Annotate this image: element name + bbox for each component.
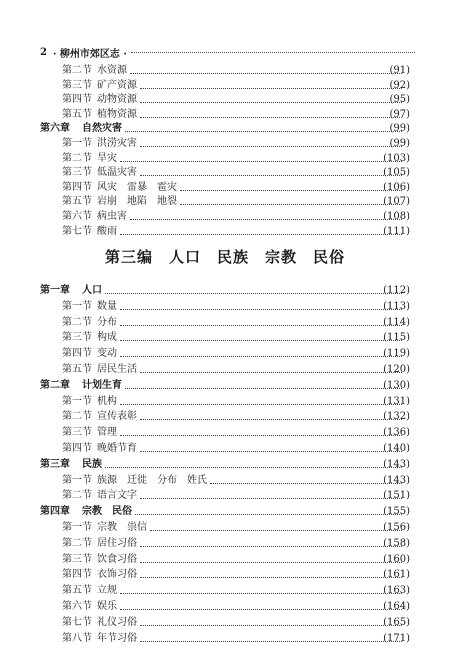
toc-entry-title: 洪涝灾害: [97, 138, 137, 149]
toc-entry-title: 礼仪习俗: [97, 616, 137, 628]
toc-entry-page: (140): [383, 443, 410, 454]
toc-entry-title: 居民生活: [97, 364, 137, 375]
toc-leader-dots: [140, 577, 402, 578]
toc-entry-page: (158): [383, 537, 410, 549]
toc-entry-title: 数量: [97, 300, 117, 312]
toc-entry-number: 第一节: [62, 395, 92, 407]
toc-entry-title: 民族: [82, 458, 102, 470]
toc-leader-dots: [120, 309, 402, 310]
page-number: 2: [40, 46, 47, 58]
toc-entry-number: 第三节: [62, 167, 92, 179]
toc-leader-dots: [140, 451, 402, 452]
toc-leader-dots: [180, 190, 402, 191]
toc-entry-number: 第一节: [62, 522, 92, 533]
toc-entry-number: 第七节: [62, 225, 92, 237]
toc-leader-dots: [140, 117, 402, 118]
part-title: 第三编 人口 民族 宗教 民俗: [104, 248, 345, 266]
toc-entry-number: 第四节: [62, 94, 92, 106]
toc-entry-title: 宗教 祟信: [97, 522, 147, 533]
toc-entry-number: 第五节: [62, 196, 92, 208]
toc-entry-number: 第三章: [40, 458, 70, 470]
toc-entry-number: 第一节: [62, 300, 92, 312]
toc-entry-title: 分布: [97, 316, 117, 328]
toc-entry-page: (143): [383, 458, 410, 470]
toc-leader-dots: [120, 340, 402, 341]
toc-entry-page: (156): [383, 522, 410, 533]
toc-leader-dots: [105, 293, 402, 294]
toc-leader-dots: [140, 146, 402, 147]
toc-entry-number: 第二章: [40, 379, 70, 391]
toc-entry-title: 管理: [97, 427, 117, 439]
toc-entry-page: (99): [389, 123, 410, 135]
toc-entry-number: 第五节: [62, 364, 92, 375]
toc-entry-number: 第二节: [62, 411, 92, 423]
header-rule: [131, 52, 415, 53]
toc-entry-number: 第二节: [62, 490, 92, 502]
toc-entry-page: (107): [383, 196, 410, 208]
toc-entry-number: 第一章: [40, 285, 70, 296]
toc-entry-page: (112): [383, 285, 410, 296]
toc-entry-title: 族源 迁徙 分布 姓氏: [97, 474, 207, 486]
toc-entry-page: (163): [383, 585, 410, 597]
toc-entry-number: 第二节: [62, 537, 92, 549]
toc-leader-dots: [125, 388, 402, 389]
toc-leader-dots: [140, 546, 402, 547]
toc-leader-dots: [125, 131, 402, 132]
toc-entry-title: 宣传表彰: [97, 411, 137, 423]
toc-leader-dots: [150, 530, 402, 531]
toc-entry-title: 年节习俗: [97, 632, 137, 644]
toc-entry-title: 自然灾害: [82, 123, 122, 135]
toc-entry-title: 病虫害: [97, 211, 127, 222]
toc-leader-dots: [210, 483, 402, 484]
toc-entry-page: (132): [383, 411, 410, 423]
toc-section-row: [0, 630, 450, 648]
toc-entry-title: 酸雨: [97, 225, 117, 237]
toc-entry-title: 旱灾: [97, 152, 117, 164]
toc-entry-number: 第一节: [62, 474, 92, 486]
toc-entry-page: (91): [389, 65, 410, 76]
toc-leader-dots: [135, 514, 402, 515]
toc-entry-title: 矿产资源: [97, 79, 137, 91]
toc-leader-dots: [180, 204, 402, 205]
toc-entry-page: (161): [383, 569, 410, 581]
toc-leader-dots: [140, 625, 402, 626]
toc-entry-title: 风灾 雷暴 雹灾: [97, 181, 177, 193]
toc-entry-number: 第三节: [62, 79, 92, 91]
toc-entry-number: 第五节: [62, 585, 92, 597]
toc-entry-page: (155): [383, 506, 410, 518]
toc-leader-dots: [120, 161, 402, 162]
toc-leader-dots: [140, 419, 402, 420]
toc-entry-title: 岩崩 地陷 地裂: [97, 196, 177, 208]
toc-entry-number: 第三节: [62, 553, 92, 565]
toc-leader-dots: [140, 562, 402, 563]
toc-entry-page: (171): [383, 632, 410, 644]
toc-leader-dots: [140, 641, 402, 642]
toc-entry-title: 晚婚节育: [97, 443, 137, 454]
toc-entry-number: 第六节: [62, 211, 92, 222]
toc-entry-page: (106): [383, 181, 410, 193]
toc-entry-page: (119): [383, 348, 410, 360]
toc-entry-number: 第四节: [62, 348, 92, 360]
toc-leader-dots: [120, 404, 402, 405]
toc-entry-number: 第四章: [40, 506, 70, 518]
toc-entry-title: 计划生育: [82, 379, 122, 391]
toc-entry-title: 饮食习俗: [97, 553, 137, 565]
toc-entry-number: 第八节: [62, 632, 92, 644]
toc-entry-title: 动物资源: [97, 94, 137, 106]
toc-entry-title: 机构: [97, 395, 117, 407]
toc-entry-title: 构成: [97, 332, 117, 344]
toc-leader-dots: [140, 102, 402, 103]
toc-entry-page: (108): [383, 211, 410, 222]
toc-entry-page: (111): [383, 225, 410, 237]
toc-entry-number: 第五节: [62, 108, 92, 120]
toc-entry-number: 第三节: [62, 427, 92, 439]
toc-entry-number: 第三节: [62, 332, 92, 344]
toc-entry-page: (151): [383, 490, 410, 502]
toc-entry-title: 立规: [97, 585, 117, 597]
toc-entry-title: 植物资源: [97, 108, 137, 120]
toc-leader-dots: [140, 175, 402, 176]
toc-entry-page: (143): [383, 474, 410, 486]
toc-entry-page: (160): [383, 553, 410, 565]
toc-entry-page: (136): [383, 427, 410, 439]
toc-entry-number: 第六节: [62, 601, 92, 612]
toc-leader-dots: [120, 325, 402, 326]
page-header: [40, 44, 415, 60]
toc-leader-dots: [140, 88, 402, 89]
toc-entry-title: 变动: [97, 348, 117, 360]
toc-entry-title: 衣饰习俗: [97, 569, 137, 581]
toc-entry-number: 第二节: [62, 65, 92, 76]
toc-entry-number: 第七节: [62, 616, 92, 628]
toc-entry-number: 第二节: [62, 152, 92, 164]
toc-entry-page: (131): [383, 395, 410, 407]
toc-entry-number: 第一节: [62, 138, 92, 149]
toc-entry-page: (99): [389, 138, 410, 149]
toc-entry-title: 居住习俗: [97, 537, 137, 549]
toc-entry-number: 第四节: [62, 443, 92, 454]
toc-entry-page: (113): [383, 300, 410, 312]
toc-entry-page: (130): [383, 379, 410, 391]
toc-leader-dots: [120, 593, 402, 594]
toc-entry-title: 低温灾害: [97, 167, 137, 179]
toc-entry-title: 人口: [82, 285, 102, 296]
toc-entry-page: (114): [383, 316, 410, 328]
toc-entry-title: 水资源: [97, 65, 127, 76]
toc-entry-number: 第四节: [62, 569, 92, 581]
toc-leader-dots: [105, 467, 402, 468]
toc-leader-dots: [130, 219, 402, 220]
toc-leader-dots: [130, 73, 402, 74]
toc-leader-dots: [120, 234, 402, 235]
toc-entry-page: (165): [383, 616, 410, 628]
toc-entry-title: 语言文字: [97, 490, 137, 502]
toc-entry-number: 第四节: [62, 181, 92, 193]
toc-leader-dots: [120, 435, 402, 436]
running-title: · 柳州市郊区志 ·: [52, 48, 127, 60]
toc-entry-page: (120): [383, 364, 410, 375]
toc-leader-dots: [140, 372, 402, 373]
toc-entry-page: (164): [383, 601, 410, 612]
toc-entry-title: 娱乐: [97, 601, 117, 612]
toc-leader-dots: [120, 356, 402, 357]
toc-entry-page: (97): [389, 108, 410, 120]
toc-entry-number: 第二节: [62, 316, 92, 328]
toc-section-row: [0, 223, 450, 241]
toc-entry-page: (103): [383, 152, 410, 164]
toc-entry-title: 宗教 民俗: [82, 506, 132, 518]
toc-entry-page: (95): [389, 94, 410, 106]
toc-entry-number: 第六章: [40, 123, 70, 135]
toc-entry-page: (92): [389, 79, 410, 91]
toc-entry-page: (115): [383, 332, 410, 344]
toc-entry-page: (105): [383, 167, 410, 179]
toc-leader-dots: [140, 498, 402, 499]
toc-leader-dots: [120, 609, 402, 610]
